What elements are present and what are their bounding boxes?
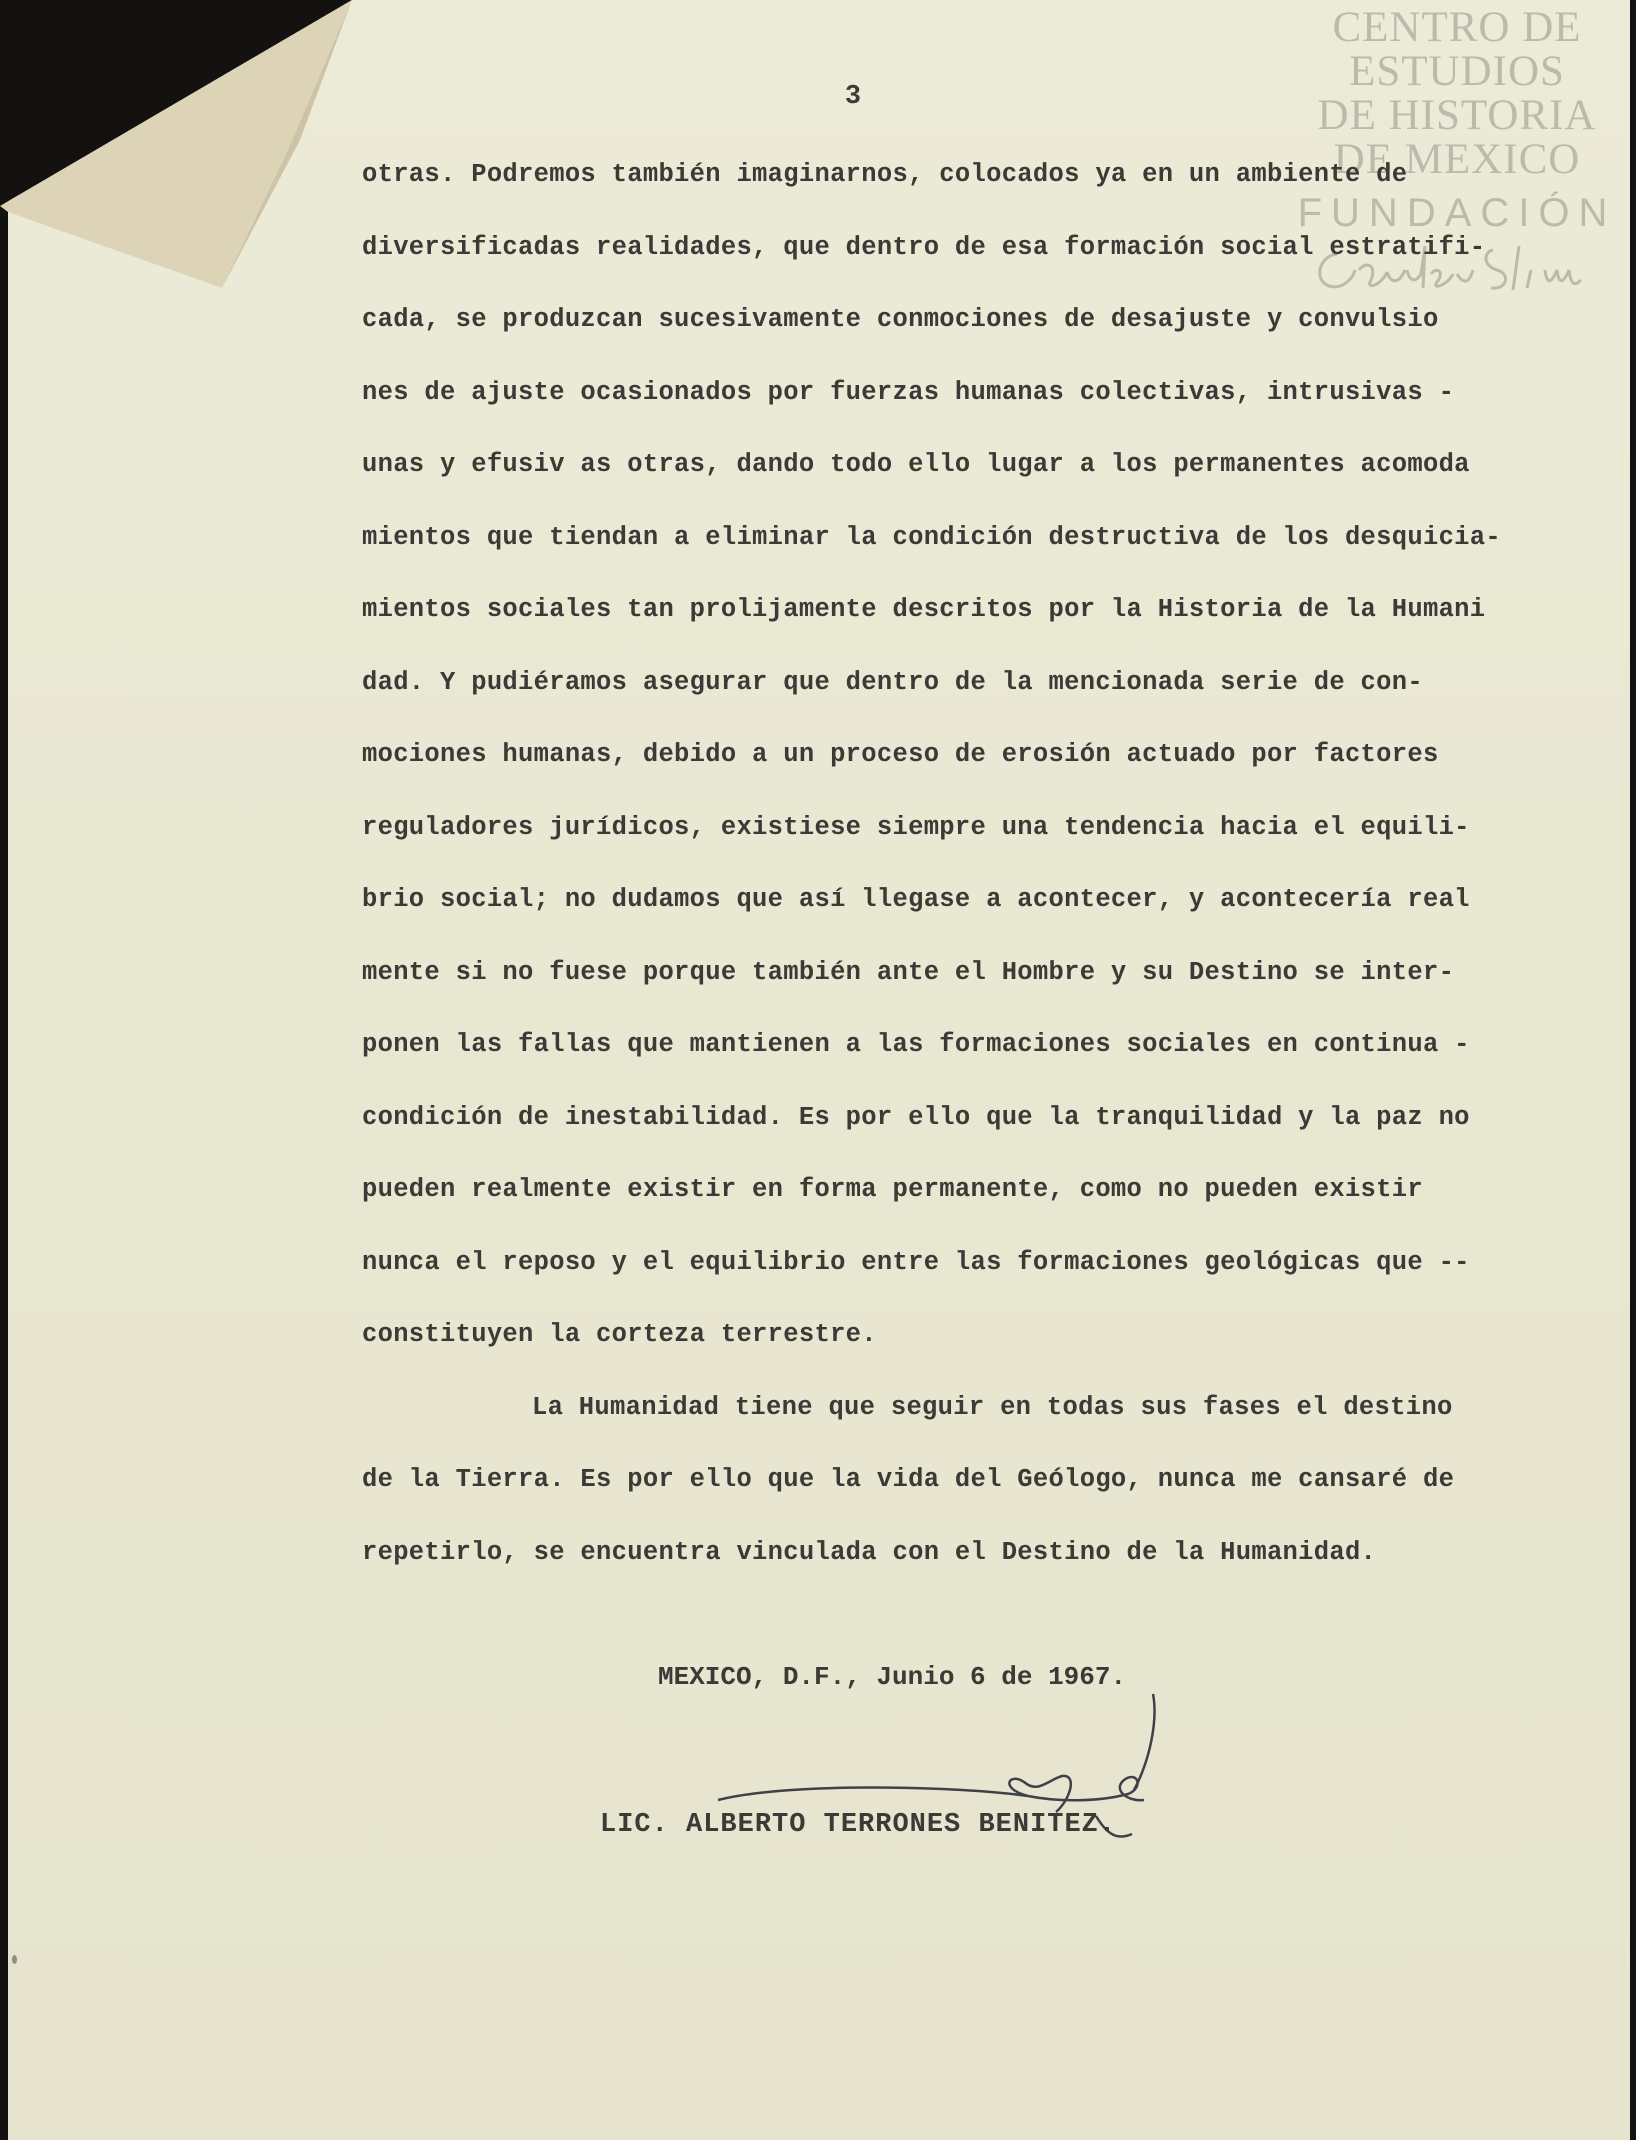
signatory-name: LIC. ALBERTO TERRONES BENITEZ. [600,1810,1117,1840]
text-line: cada, se produzcan sucesivamente conmociones de desajuste y convulsio [362,305,1439,334]
folded-corner [0,0,360,290]
watermark-line: DE HISTORIA [1317,92,1597,139]
watermark-line: ESTUDIOS [1349,48,1565,95]
page-number: 3 [844,82,862,112]
text-line: mientos que tiendan a eliminar la condición destructiva de los desquicia- [362,522,1501,552]
text-line: unas y efusiv as otras, dando todo ello lugar a los permanentes acomoda [362,450,1470,479]
paper-sheet [8,0,1630,2140]
text-line: reguladores jurídicos, existiese siempre una tendencia hacia el equili- [362,812,1470,842]
text-line: ponen las fallas que mantienen a las formaciones sociales en continua - [362,1030,1470,1059]
watermark-line: CENTRO DE [1332,4,1582,51]
paragraph [362,1388,1532,1606]
text-line: condición de inestabilidad. Es por ello que la tranquilidad y la paz no [362,1102,1470,1132]
text-line: mente si no fuese porque también ante el Hombre y su Destino se inter- [362,957,1455,987]
place-and-date: MEXICO, D.F., Junio 6 de 1967. [658,1662,1127,1692]
ink-speck [12,1955,17,1964]
text-line: de la Tierra. Es por ello que la vida del Geólogo, nunca me cansaré de [362,1465,1455,1494]
paragraph [362,155,1532,1388]
body-text [362,155,1532,1605]
text-line: mociones humanas, debido a un proceso de erosión actuado por factores [362,740,1439,769]
watermark-line: DE MEXICO [1333,136,1581,183]
text-line: otras. Podremos también imaginarnos, colocados ya en un ambiente de [362,160,1408,189]
watermark-foundation: FUNDACIÓN [1297,191,1617,235]
text-line: dad. Y pudiéramos asegurar que dentro de la mencionada serie de con- [362,667,1423,697]
text-line: nunca el reposo y el equilibrio entre las formaciones geológicas que -- [362,1247,1470,1277]
text-line: pueden realmente existir en forma permanente, como no pueden existir [362,1175,1423,1204]
text-line: mientos sociales tan prolijamente descritos por la Historia de la Humani [362,595,1486,624]
text-line: constituyen la corteza terrestre. [362,1320,877,1349]
text-line: brio social; no dudamos que así llegase a acontecer, y acontecería real [362,885,1470,914]
text-line: diversificadas realidades, que dentro de esa formación social estratifi- [362,232,1486,262]
text-line: La Humanidad tiene que seguir en todas sus fases el destino [532,1392,1453,1422]
text-line: nes de ajuste ocasionados por fuerzas humanas colectivas, intrusivas - [362,377,1455,407]
text-line: repetirlo, se encuentra vinculada con el Destino de la Humanidad. [362,1537,1377,1567]
